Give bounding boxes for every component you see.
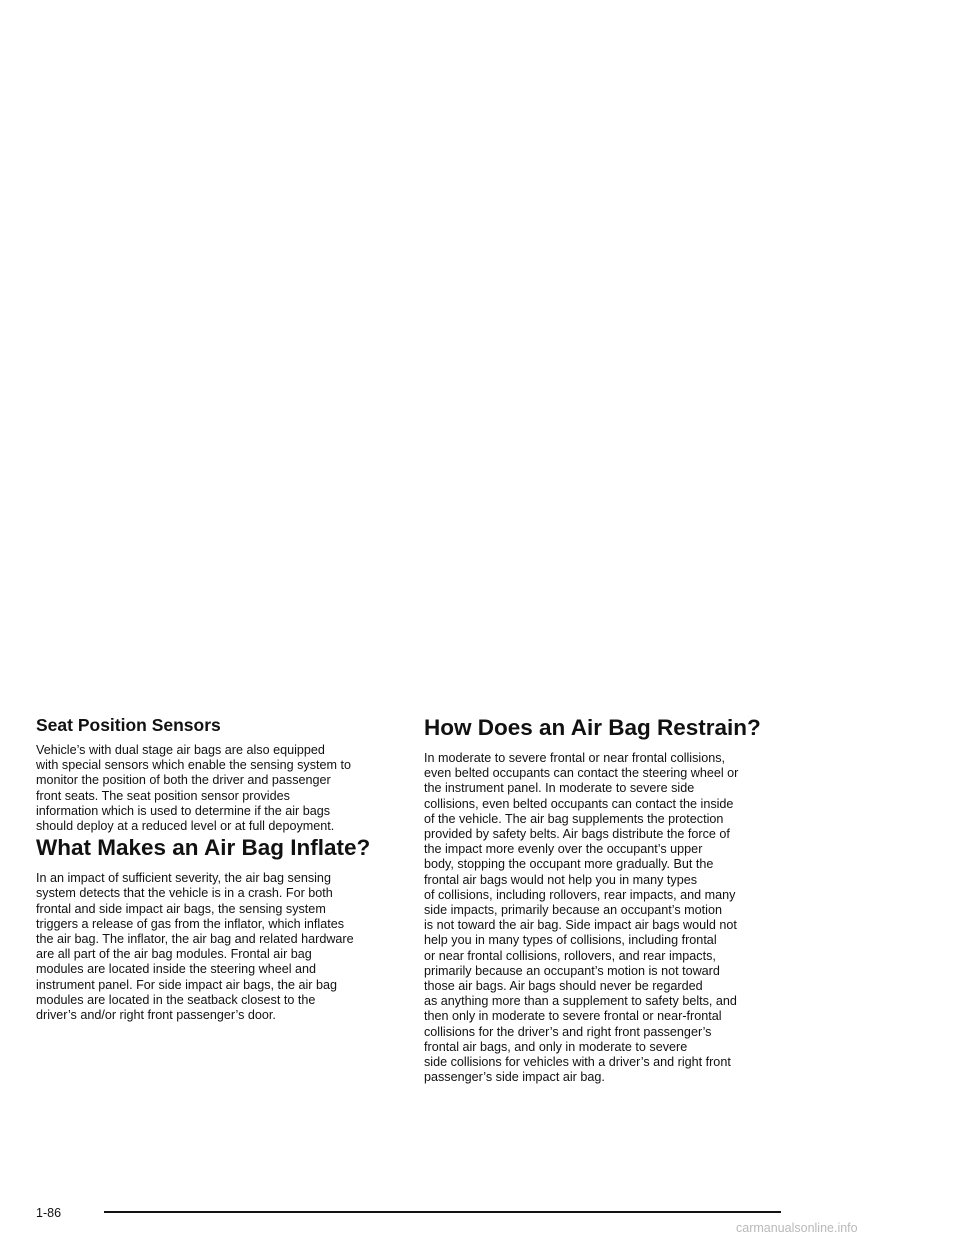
paragraph-line: body, stopping the occupant more gradually. But the (424, 857, 714, 872)
paragraph-line: collisions, even belted occupants can contact the inside (424, 796, 734, 811)
paragraph-line: passenger’s side impact air bag. (424, 1070, 605, 1085)
air-bag-inflate-paragraph (36, 871, 401, 1023)
paragraph-line: In moderate to severe frontal or near frontal collisions, (424, 751, 726, 765)
paragraph-line: modules are located in the seatback closest to the (36, 992, 316, 1007)
footer-divider (104, 1211, 781, 1213)
paragraph-line: the instrument panel. In moderate to severe side (424, 781, 695, 796)
right-column (424, 714, 789, 1085)
paragraph-line: frontal air bags would not help you in many types (424, 872, 698, 887)
air-bag-restrain-heading: How Does an Air Bag Restrain? (424, 715, 761, 740)
page-number: 1-86 (36, 1206, 62, 1220)
paragraph-line: triggers a release of gas from the inflator, which inflates (36, 916, 344, 931)
paragraph-line: system detects that the vehicle is in a crash. For both (36, 886, 333, 901)
seat-position-sensors-paragraph (36, 743, 401, 834)
paragraph-line: modules are located inside the steering wheel and (36, 962, 317, 977)
paragraph-line: of collisions, including rollovers, rear impacts, and many (424, 887, 736, 902)
paragraph-line: monitor the position of both the driver and passenger (36, 773, 331, 788)
paragraph-line: instrument panel. For side impact air bags, the air bag (36, 977, 338, 992)
paragraph-line: then only in moderate to severe frontal or near-frontal (424, 1009, 722, 1024)
paragraph-line: side collisions for vehicles with a driver’s and right front (424, 1055, 731, 1070)
paragraph-line: In an impact of sufficient severity, the air bag sensing (36, 871, 331, 886)
paragraph-line: those air bags. Air bags should never be regarded (424, 979, 703, 994)
paragraph-line: Vehicle’s with dual stage air bags are also equipped (36, 743, 325, 757)
paragraph-line: are all part of the air bag modules. Frontal air bag (36, 947, 312, 962)
seat-position-sensors-heading: Seat Position Sensors (36, 715, 221, 735)
paragraph-line: the air bag. The inflator, the air bag and related hardware (36, 932, 354, 947)
paragraph-line: even belted occupants can contact the steering wheel or (424, 766, 739, 781)
paragraph-line: as anything more than a supplement to safety belts, and (424, 994, 737, 1009)
paragraph-line: information which is used to determine if the air bags (36, 803, 331, 818)
paragraph-line: should deploy at a reduced level or at full depoyment. (36, 819, 335, 834)
paragraph-line: help you in many types of collisions, including frontal (424, 933, 717, 948)
paragraph-line: frontal air bags, and only in moderate to severe (424, 1039, 688, 1054)
paragraph-line: frontal and side impact air bags, the sensing system (36, 901, 326, 916)
paragraph-line: of the vehicle. The air bag supplements the protection (424, 811, 724, 826)
paragraph-line: driver’s and/or right front passenger’s door. (36, 1008, 276, 1023)
paragraph-line: side impacts, primarily because an occupant’s motion (424, 903, 722, 918)
paragraph-line: provided by safety belts. Air bags distribute the force of (424, 827, 730, 842)
paragraph-line: with special sensors which enable the sensing system to (36, 758, 352, 773)
paragraph-line: collisions for the driver’s and right front passenger’s (424, 1024, 712, 1039)
air-bag-inflate-heading: What Makes an Air Bag Inflate? (36, 835, 371, 861)
paragraph-line: is not toward the air bag. Side impact air bags would not (424, 918, 737, 933)
air-bag-restrain-paragraph (424, 751, 789, 1085)
paragraph-line: primarily because an occupant’s motion is not toward (424, 963, 720, 978)
paragraph-line: or near frontal collisions, rollovers, and rear impacts, (424, 948, 716, 963)
paragraph-line: the impact more evenly over the occupant’s upper (424, 842, 703, 857)
watermark-text: carmanualsonline.info (736, 1221, 858, 1235)
paragraph-line: front seats. The seat position sensor provides (36, 788, 290, 803)
left-column (36, 714, 401, 1023)
